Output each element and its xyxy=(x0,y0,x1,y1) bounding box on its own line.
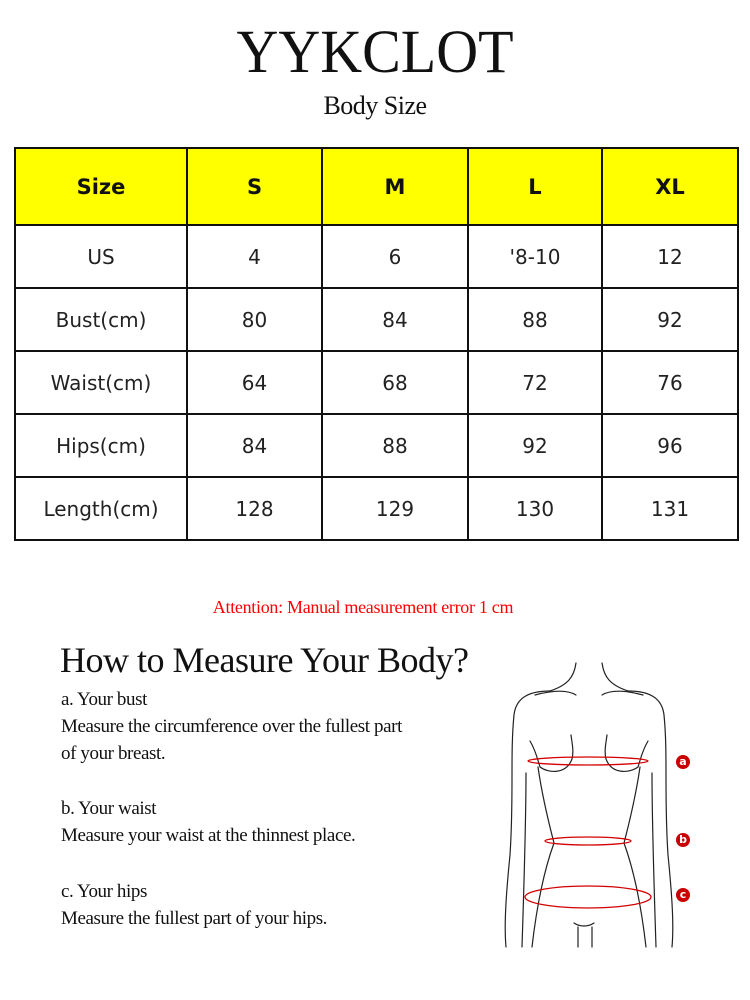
table-cell: '8-10 xyxy=(468,225,602,288)
column-header-m: M xyxy=(322,148,468,225)
bust-measure-line xyxy=(528,757,648,765)
column-header-xl: XL xyxy=(602,148,738,225)
marker-b-icon: b xyxy=(676,833,690,847)
row-label: Bust(cm) xyxy=(15,288,187,351)
row-label: Hips(cm) xyxy=(15,414,187,477)
step-waist-heading: b. Your waist xyxy=(61,798,157,819)
column-header-size: Size xyxy=(15,148,187,225)
column-header-s: S xyxy=(187,148,322,225)
table-cell: 129 xyxy=(322,477,468,540)
table-cell: 12 xyxy=(602,225,738,288)
table-row-us xyxy=(15,225,738,288)
table-cell: 72 xyxy=(468,351,602,414)
row-label: Waist(cm) xyxy=(15,351,187,414)
table-row-bust xyxy=(15,288,738,351)
step-hips-text: Measure the fullest part of your hips. xyxy=(61,908,328,929)
row-label: US xyxy=(15,225,187,288)
body-figure xyxy=(490,655,710,955)
step-hips-heading: c. Your hips xyxy=(61,881,147,902)
table-cell: 92 xyxy=(602,288,738,351)
table-header-row xyxy=(15,148,738,225)
table-cell: 130 xyxy=(468,477,602,540)
table-cell: 131 xyxy=(602,477,738,540)
table-cell: 68 xyxy=(322,351,468,414)
table-row-waist xyxy=(15,351,738,414)
waist-measure-line xyxy=(545,837,631,845)
hips-measure-line xyxy=(525,886,651,908)
table-cell: 6 xyxy=(322,225,468,288)
table-cell: 84 xyxy=(187,414,322,477)
measure-section-title: How to Measure Your Body? xyxy=(60,640,469,680)
step-bust-text-line2: of your breast. xyxy=(61,743,166,764)
row-label: Length(cm) xyxy=(15,477,187,540)
table-cell: 88 xyxy=(468,288,602,351)
table-cell: 84 xyxy=(322,288,468,351)
page-subtitle: Body Size xyxy=(323,91,427,120)
step-bust-text-line1: Measure the circumference over the fullest part xyxy=(61,716,402,737)
step-waist-text: Measure your waist at the thinnest place. xyxy=(61,825,356,846)
table-cell: 128 xyxy=(187,477,322,540)
table-row-length xyxy=(15,477,738,540)
step-bust-heading: a. Your bust xyxy=(61,689,147,710)
table-row-hips xyxy=(15,414,738,477)
brand-title: YYKCLOT xyxy=(236,17,514,86)
table-cell: 76 xyxy=(602,351,738,414)
attention-note: Attention: Manual measurement error 1 cm xyxy=(212,597,514,617)
table-cell: 88 xyxy=(322,414,468,477)
table-cell: 96 xyxy=(602,414,738,477)
table-cell: 92 xyxy=(468,414,602,477)
table-cell: 80 xyxy=(187,288,322,351)
column-header-l: L xyxy=(468,148,602,225)
table-cell: 4 xyxy=(187,225,322,288)
table-cell: 64 xyxy=(187,351,322,414)
size-chart-table xyxy=(14,147,739,541)
body-outline-illustration xyxy=(490,655,710,955)
marker-a-icon: a xyxy=(676,755,690,769)
marker-c-icon: c xyxy=(676,888,690,902)
